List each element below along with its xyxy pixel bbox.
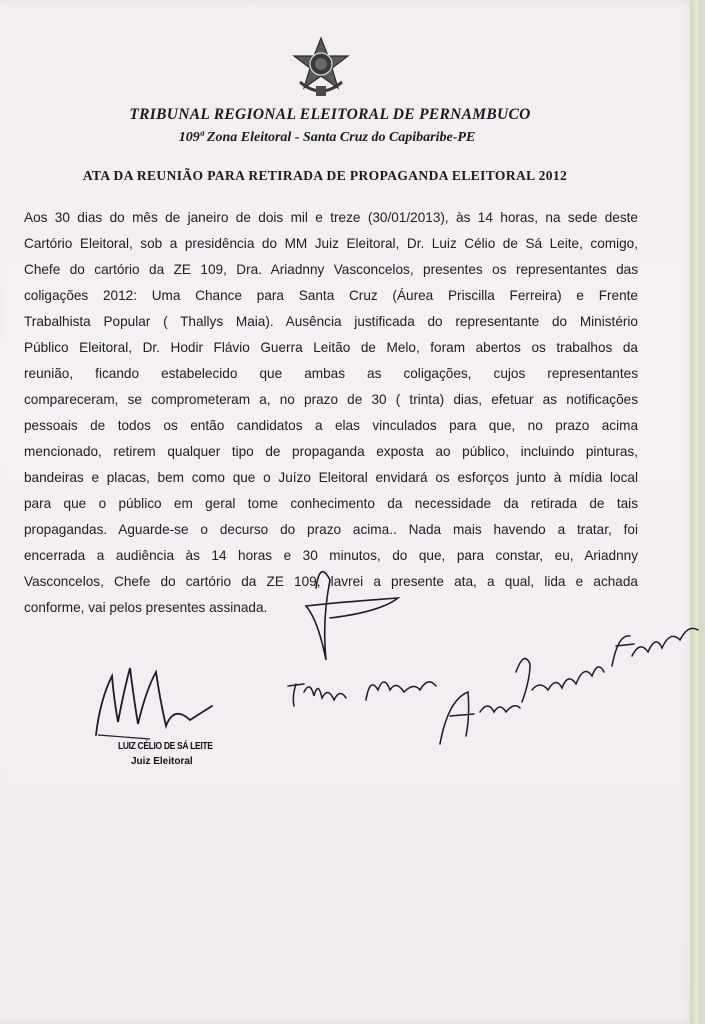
body-line: reunião, ficando estabelecido que ambas as coligações, cujos representantes: [24, 366, 638, 381]
body-line: Trabalhista Popular ( Thallys Maia). Ausência justificada do representante do Ministério: [24, 314, 638, 329]
body-line: encerrada a audiência às 14 horas e 30 minutos, do que, para constar, eu, Ariadnny: [24, 548, 638, 563]
body-line: compareceram, se comprometeram a, no prazo de 30 ( trinta) dias, efetuar as notificações: [24, 392, 638, 407]
body-line: coligações 2012: Uma Chance para Santa Cruz (Áurea Priscilla Ferreira) e Frente: [24, 288, 638, 303]
zone-subheading: 109ª Zona Eleitoral - Santa Cruz do Capibaribe-PE: [178, 130, 476, 145]
body-line: mencionado, retirem qualquer tipo de propaganda exposta ao público, incluindo pinturas,: [24, 444, 638, 459]
institution-heading: TRIBUNAL REGIONAL ELEITORAL DE PERNAMBUCO: [129, 106, 531, 123]
body-line: Aos 30 dias do mês de janeiro de dois mil e treze (30/01/2013), às 14 horas, na sede deste: [24, 210, 638, 225]
body-line: Público Eleitoral, Dr. Hodir Flávio Guerra Leitão de Melo, foram abertos os trabalhos da: [24, 340, 638, 355]
body-line: Cartório Eleitoral, sob a presidência do MM Juiz Eleitoral, Dr. Luiz Célio de Sá Leite, comigo,: [24, 236, 638, 251]
document-title: ATA DA REUNIÃO PARA RETIRADA DE PROPAGANDA ELEITORAL 2012: [82, 168, 568, 183]
body-line: para que o público em geral tome conhecimento da necessidade da retirada de tais: [24, 496, 638, 511]
body-line: pessoais de todos os então candidatos a elas vinculados para que, no prazo acima: [24, 418, 638, 433]
judge-signature: [96, 668, 212, 735]
body-line: Chefe do cartório da ZE 109, Dra. Ariadnny Vasconcelos, presentes os representantes das: [24, 262, 638, 277]
thallys-maia-signature: [288, 682, 436, 706]
body-line: bandeiras e placas, bem como que o Juízo Eleitoral envidará os esforços junto à mídia local: [24, 470, 638, 485]
secretary-signature: [306, 572, 398, 660]
body-line: conforme, vai pelos presentes assinada.: [24, 600, 268, 615]
judge-name-stamp: LUIZ CÉLIO DE SÁ LEITE: [118, 741, 213, 752]
body-line: propagandas. Aguarde-se o decurso do prazo acima.. Nada mais havendo a tratar, foi: [24, 522, 638, 537]
aurea-priscilla-signature: [440, 628, 698, 744]
judge-title-stamp: Juiz Eleitoral: [131, 756, 193, 767]
body-line: Vasconcelos, Chefe do cartório da ZE 109, lavrei a presente ata, a qual, lida e achada: [24, 574, 638, 589]
